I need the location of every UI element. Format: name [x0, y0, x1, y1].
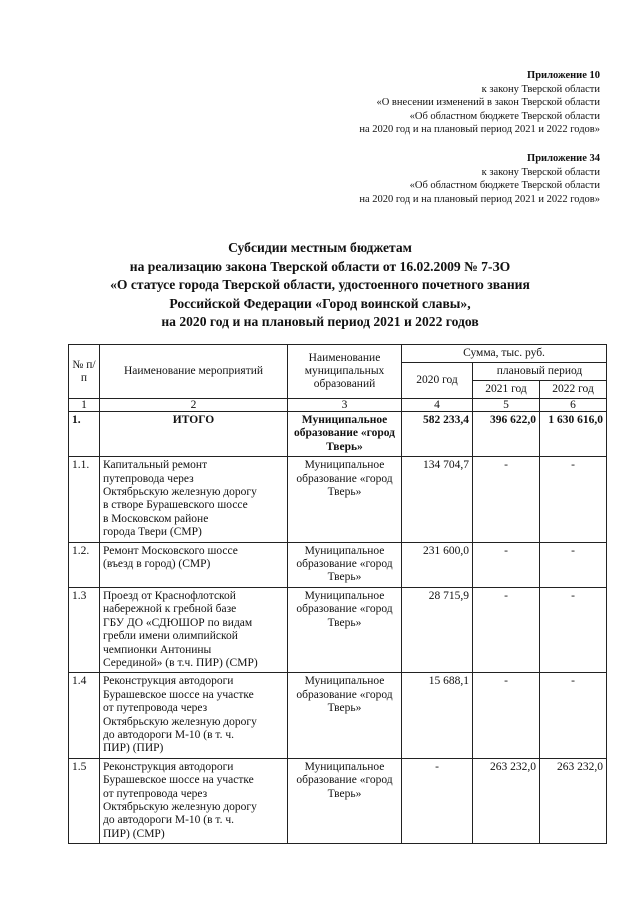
- column-number: 2: [100, 399, 288, 412]
- row-number: 1.5: [69, 758, 100, 843]
- title-line: на реализацию закона Тверской области от 16.02.2009 № 7-ЗО: [129, 258, 511, 274]
- column-number: 4: [402, 399, 473, 412]
- row-amount-2020: 231 600,0: [402, 542, 473, 587]
- activity-name-line: набережной к гребной базе: [103, 603, 237, 616]
- row-amount-2021: -: [473, 542, 540, 587]
- activity-name-line: ГБУ ДО «СДЮШОР по видам: [103, 616, 253, 629]
- activity-name-line: Реконструкция автодороги: [103, 675, 234, 688]
- row-activity-name: [100, 457, 288, 542]
- activity-name-line: Бурашевское шоссе на участке: [103, 774, 254, 787]
- row-amount-2021: -: [473, 673, 540, 758]
- activity-name-line: ПИР) (СМР): [103, 827, 165, 840]
- row-amount-2021: 396 622,0: [473, 412, 540, 457]
- row-number: 1.4: [69, 673, 100, 758]
- title-line: «О статусе города Тверской области, удостоенного почетного звания: [110, 277, 530, 293]
- activity-name-line: Капитальный ремонт: [103, 459, 208, 472]
- column-number: 5: [473, 399, 540, 412]
- row-activity-name: [100, 587, 288, 672]
- header-2022: 2022 год: [540, 381, 607, 399]
- row-amount-2021: 263 232,0: [473, 758, 540, 843]
- row-number: 1.2.: [69, 542, 100, 587]
- header-num: № п/п: [69, 345, 100, 399]
- activity-name-line: (въезд в город) (СМР): [103, 558, 211, 571]
- activity-name-line: ИТОГО: [172, 414, 215, 426]
- subsidies-table: [68, 344, 607, 844]
- row-amount-2022: 263 232,0: [540, 758, 607, 843]
- row-amount-2020: 15 688,1: [402, 673, 473, 758]
- table-row: [69, 758, 607, 843]
- appendix-34-block: [359, 152, 600, 206]
- activity-name-line: от путепровода через: [103, 702, 208, 715]
- row-amount-2020: 582 233,4: [402, 412, 473, 457]
- row-municipality: Муниципальное образование «город Тверь»: [288, 587, 402, 672]
- activity-name-line: Бурашевское шоссе на участке: [103, 688, 254, 701]
- row-municipality: Муниципальное образование «город Тверь»: [288, 457, 402, 542]
- row-amount-2021: -: [473, 457, 540, 542]
- activity-name-line: путепровода через: [103, 472, 194, 485]
- activity-name-line: до автодороги М-10 (в т. ч.: [103, 814, 234, 827]
- row-amount-2021: -: [473, 587, 540, 672]
- row-amount-2022: -: [540, 587, 607, 672]
- activity-name-line: в створе Бурашевского шоссе: [103, 499, 248, 512]
- row-amount-2022: 1 630 616,0: [540, 412, 607, 457]
- row-number: 1.1.: [69, 457, 100, 542]
- appendix-10-line: к закону Тверской области: [481, 83, 600, 95]
- row-amount-2022: -: [540, 457, 607, 542]
- activity-name-line: Серединой» (в т.ч. ПИР) (СМР): [103, 656, 258, 669]
- appendix-10-heading: Приложение 10: [527, 70, 600, 81]
- activity-name-line: города Твери (СМР): [103, 526, 202, 539]
- appendix-10-line: «Об областном бюджете Тверской области: [409, 110, 600, 122]
- header-2021: 2021 год: [473, 381, 540, 399]
- column-number: 1: [69, 399, 100, 412]
- activity-name-line: гребли имени олимпийской: [103, 630, 238, 643]
- row-number: 1.: [69, 412, 100, 457]
- title-line: Российской Федерации «Город воинской славы»,: [169, 295, 471, 311]
- header-planned-period: плановый период: [473, 363, 607, 381]
- row-amount-2022: -: [540, 542, 607, 587]
- activity-name-line: Октябрьскую железную дорогу: [103, 486, 257, 499]
- row-municipality: Муниципальное образование «город Тверь»: [288, 758, 402, 843]
- table-row: [69, 673, 607, 758]
- row-amount-2020: 134 704,7: [402, 457, 473, 542]
- row-municipality: Муниципальное образование «город Тверь»: [288, 673, 402, 758]
- activity-name-line: в Московском районе: [103, 512, 209, 525]
- row-municipality: Муниципальное образование «город Тверь»: [288, 412, 402, 457]
- activity-name-line: чемпионки Антонины: [103, 643, 212, 656]
- header-2020: 2020 год: [402, 363, 473, 399]
- appendix-10-line: «О внесении изменений в закон Тверской области: [376, 97, 600, 109]
- table-body: [69, 412, 607, 844]
- activity-name-line: Октябрьскую железную дорогу: [103, 800, 257, 813]
- row-activity-name: [100, 758, 288, 843]
- row-municipality: Муниципальное образование «город Тверь»: [288, 542, 402, 587]
- activity-name-line: до автодороги М-10 (в т. ч.: [103, 728, 234, 741]
- row-activity-name: [100, 542, 288, 587]
- title-line: Субсидии местным бюджетам: [228, 240, 412, 255]
- row-activity-name: [100, 412, 288, 457]
- title-line: на 2020 год и на плановый период 2021 и 2022 годов: [161, 314, 479, 330]
- row-amount-2022: -: [540, 673, 607, 758]
- appendix-10-line: на 2020 год и на плановый период 2021 и 2022 годов»: [359, 124, 600, 136]
- activity-name-line: Октябрьскую железную дорогу: [103, 715, 257, 728]
- column-number: 3: [288, 399, 402, 412]
- activity-name-line: ПИР) (ПИР): [103, 742, 164, 755]
- row-amount-2020: 28 715,9: [402, 587, 473, 672]
- appendix-34-line: к закону Тверской области: [481, 166, 600, 178]
- row-activity-name: [100, 673, 288, 758]
- header-municipality: Наименование муниципальных образований: [288, 345, 402, 399]
- table-row: [69, 412, 607, 457]
- document-title: [40, 239, 600, 332]
- appendix-34-line: «Об областном бюджете Тверской области: [409, 180, 600, 192]
- appendix-34-line: на 2020 год и на плановый период 2021 и 2022 годов»: [359, 193, 600, 205]
- header-sum: Сумма, тыс. руб.: [402, 345, 607, 363]
- header-name: Наименование мероприятий: [100, 345, 288, 399]
- appendix-34-heading: Приложение 34: [527, 153, 600, 164]
- table-row: [69, 542, 607, 587]
- activity-name-line: Проезд от Краснофлотской: [103, 589, 236, 602]
- row-number: 1.3: [69, 587, 100, 672]
- column-number: 6: [540, 399, 607, 412]
- activity-name-line: Реконструкция автодороги: [103, 760, 234, 773]
- row-amount-2020: -: [402, 758, 473, 843]
- table-row: [69, 587, 607, 672]
- appendix-10-block: [359, 69, 600, 137]
- activity-name-line: от путепровода через: [103, 787, 208, 800]
- activity-name-line: Ремонт Московского шоссе: [103, 544, 238, 557]
- table-row: [69, 457, 607, 542]
